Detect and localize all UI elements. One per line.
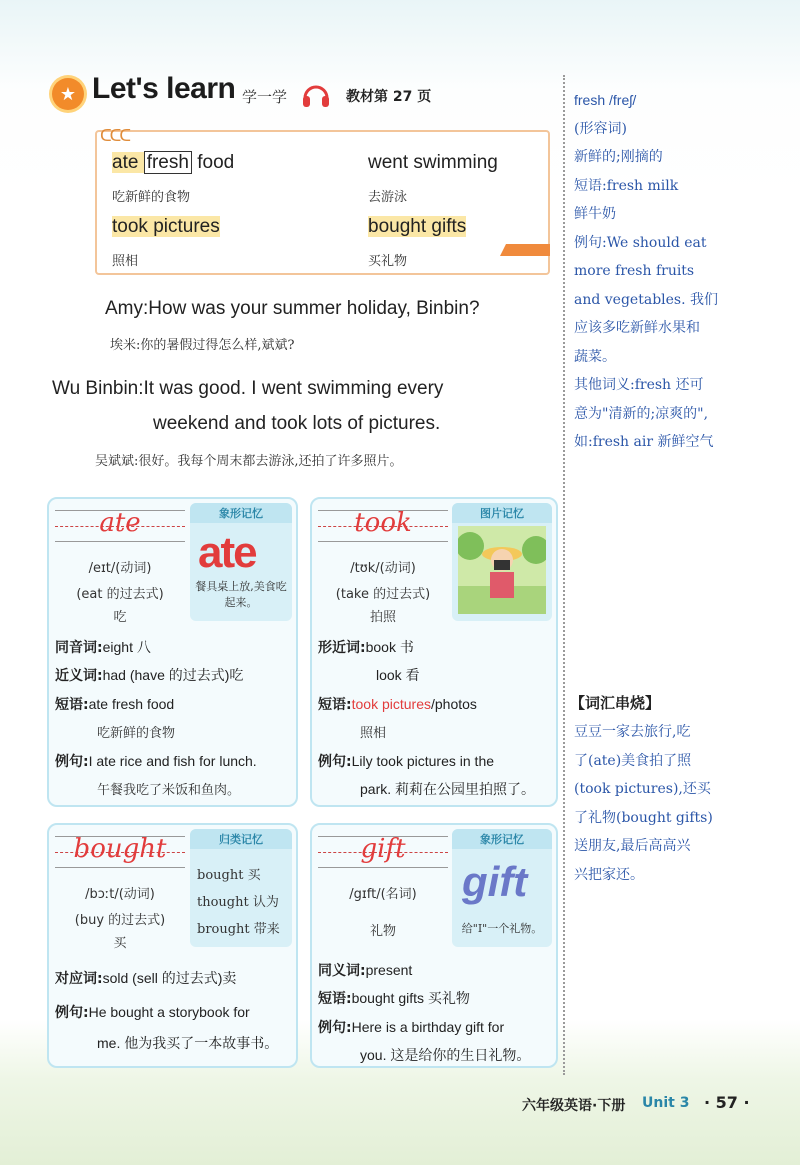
card-row: 形近词:book 书 (318, 639, 414, 656)
vocab-phrase-took-pictures: took pictures (112, 216, 220, 237)
memo-image-ate: ate (198, 528, 256, 577)
card-phonetic: /tʊk/(动词) (350, 561, 416, 576)
sidebar-line: 例句:We should eat (574, 234, 707, 251)
sidebar-line: fresh /freʃ/ (574, 92, 637, 108)
sidebar-story-line: 了礼物(bought gifts) (574, 809, 713, 826)
sidebar-section-title: 【词汇串烧】 (570, 694, 661, 712)
card-row: you. 这是给你的生日礼物。 (360, 1047, 531, 1063)
memo-title: 象形记忆 (452, 829, 552, 849)
sidebar-line: 其他词义:fresh 还可 (574, 377, 704, 393)
card-meaning-zh: 买 (113, 936, 127, 951)
vocab-zh: 去游泳 (368, 190, 408, 205)
card-meaning: 礼物 (369, 924, 396, 939)
card-row: 短语:bought gifts 买礼物 (318, 990, 470, 1007)
memo-title: 象形记忆 (190, 503, 292, 523)
sidebar-line: 蔬菜。 (574, 348, 616, 365)
sidebar-story-line: 兴把家还。 (574, 866, 644, 883)
card-row: look 看 (376, 667, 420, 683)
vocab-phrase-bought-gifts: bought gifts (368, 216, 467, 237)
clip-icon: ᑕᑕᑕ (100, 126, 130, 145)
card-meaning: (buy 的过去式) (74, 913, 166, 928)
card-meaning-zh: 吃 (113, 610, 127, 625)
sidebar-line: 新鲜的;刚摘的 (574, 149, 663, 165)
sidebar-story-line: 了(ate)美食拍了照 (574, 752, 692, 769)
card-row: 例句:He bought a storybook for (55, 1004, 250, 1021)
card-phonetic: /bɔːt/(动词) (85, 887, 155, 902)
card-row: 同义词:present (318, 962, 413, 979)
card-row: 短语:ate fresh food (55, 696, 175, 713)
sidebar-line: (形容词) (574, 120, 627, 137)
memo-line: bought 买 (197, 868, 261, 883)
column-divider (563, 75, 565, 1075)
card-row-zh: 照相 (360, 726, 387, 741)
card-row: 例句:Lily took pictures in the (318, 753, 495, 770)
sidebar-line: 鲜牛奶 (574, 206, 616, 222)
memo-title: 归类记忆 (190, 829, 292, 849)
memo-text: 餐具桌上放,美食吃起来。 (195, 580, 287, 609)
memo-line: brought 带来 (197, 922, 280, 937)
card-word: gift (360, 834, 406, 864)
card-row: me. 他为我买了一本故事书。 (97, 1035, 279, 1051)
card-meaning: (eat 的过去式) (76, 587, 164, 602)
card-word: bought (73, 834, 167, 864)
card-word: ate (99, 508, 141, 538)
card-row: 对应词:sold (sell 的过去式)卖 (55, 970, 237, 987)
vocab-zh: 照相 (112, 254, 139, 269)
vocab-zh: 吃新鲜的食物 (112, 190, 191, 205)
sidebar-story-line: (took pictures),还买 (574, 781, 711, 797)
dialogue-amy: Amy:How was your summer holiday, Binbin? (105, 298, 480, 319)
card-row: 例句:I ate rice and fish for lunch. (55, 753, 257, 770)
star-badge-icon: ★ (52, 78, 84, 110)
card-row-zh: 吃新鲜的食物 (97, 726, 176, 741)
sidebar-line: 短语:fresh milk (574, 177, 679, 194)
textbook-page-ref: 教材第 27 页 (346, 89, 432, 105)
card-row: 例句:Here is a birthday gift for (318, 1019, 505, 1036)
memo-text: 给"I"一个礼物。 (461, 922, 543, 935)
dialogue-wu-line1: Wu Binbin:It was good. I went swimming every (52, 378, 444, 399)
decor-tab (500, 244, 550, 256)
card-row: 同音词:eight 八 (55, 639, 151, 656)
card-row: park. 莉莉在公园里拍照了。 (360, 781, 536, 797)
footer-book: 六年级英语·下册 (522, 1098, 626, 1114)
card-word: took (354, 508, 412, 538)
card-row-zh: 午餐我吃了米饭和鱼肉。 (97, 783, 241, 798)
page-number: · 57 · (704, 1093, 750, 1112)
sidebar-notes (574, 86, 794, 457)
sidebar-line: 如:fresh air 新鲜空气 (574, 434, 714, 450)
dialogue-wu-line2: weekend and took lots of pictures. (153, 413, 441, 434)
memo-image-gift: gift (462, 858, 528, 905)
footer-unit: Unit 3 (642, 1095, 690, 1111)
sidebar-line: 应该多吃新鲜水果和 (574, 320, 700, 336)
sidebar-story (574, 718, 796, 889)
vocab-phrase-went-swimming: went swimming (368, 152, 498, 173)
dialogue-amy-zh: 埃米:你的暑假过得怎么样,斌斌? (110, 338, 295, 353)
memo-title: 图片记忆 (452, 503, 552, 523)
card-row: 短语:took pictures/photos (318, 696, 477, 713)
card-phonetic: /eɪt/(动词) (88, 561, 152, 576)
headphone-icon[interactable] (300, 78, 332, 110)
photo-girl-camera-icon (458, 526, 546, 614)
dialogue-wu-zh: 吴斌斌:很好。我每个周末都去游泳,还拍了许多照片。 (95, 454, 403, 469)
section-title: Let's learn (92, 72, 236, 105)
sidebar-line: and vegetables. 我们 (574, 291, 718, 308)
sidebar-line: more fresh fruits (574, 263, 695, 279)
sidebar-story-line: 豆豆一家去旅行,吃 (574, 724, 691, 740)
memo-line: thought 认为 (197, 895, 279, 910)
sidebar-line: 意为"清新的;凉爽的", (574, 405, 709, 422)
card-meaning-zh: 拍照 (369, 610, 396, 625)
vocab-zh: 买礼物 (368, 254, 408, 269)
card-meaning: (take 的过去式) (335, 587, 431, 602)
card-phonetic: /gɪft/(名词) (349, 887, 417, 902)
vocab-phrase-ate-fresh-food: ate fresh food (112, 152, 235, 173)
card-row: 近义词:had (have 的过去式)吃 (55, 667, 244, 684)
sidebar-story-line: 送朋友,最后高高兴 (574, 838, 691, 854)
section-subtitle: 学一学 (242, 88, 288, 106)
